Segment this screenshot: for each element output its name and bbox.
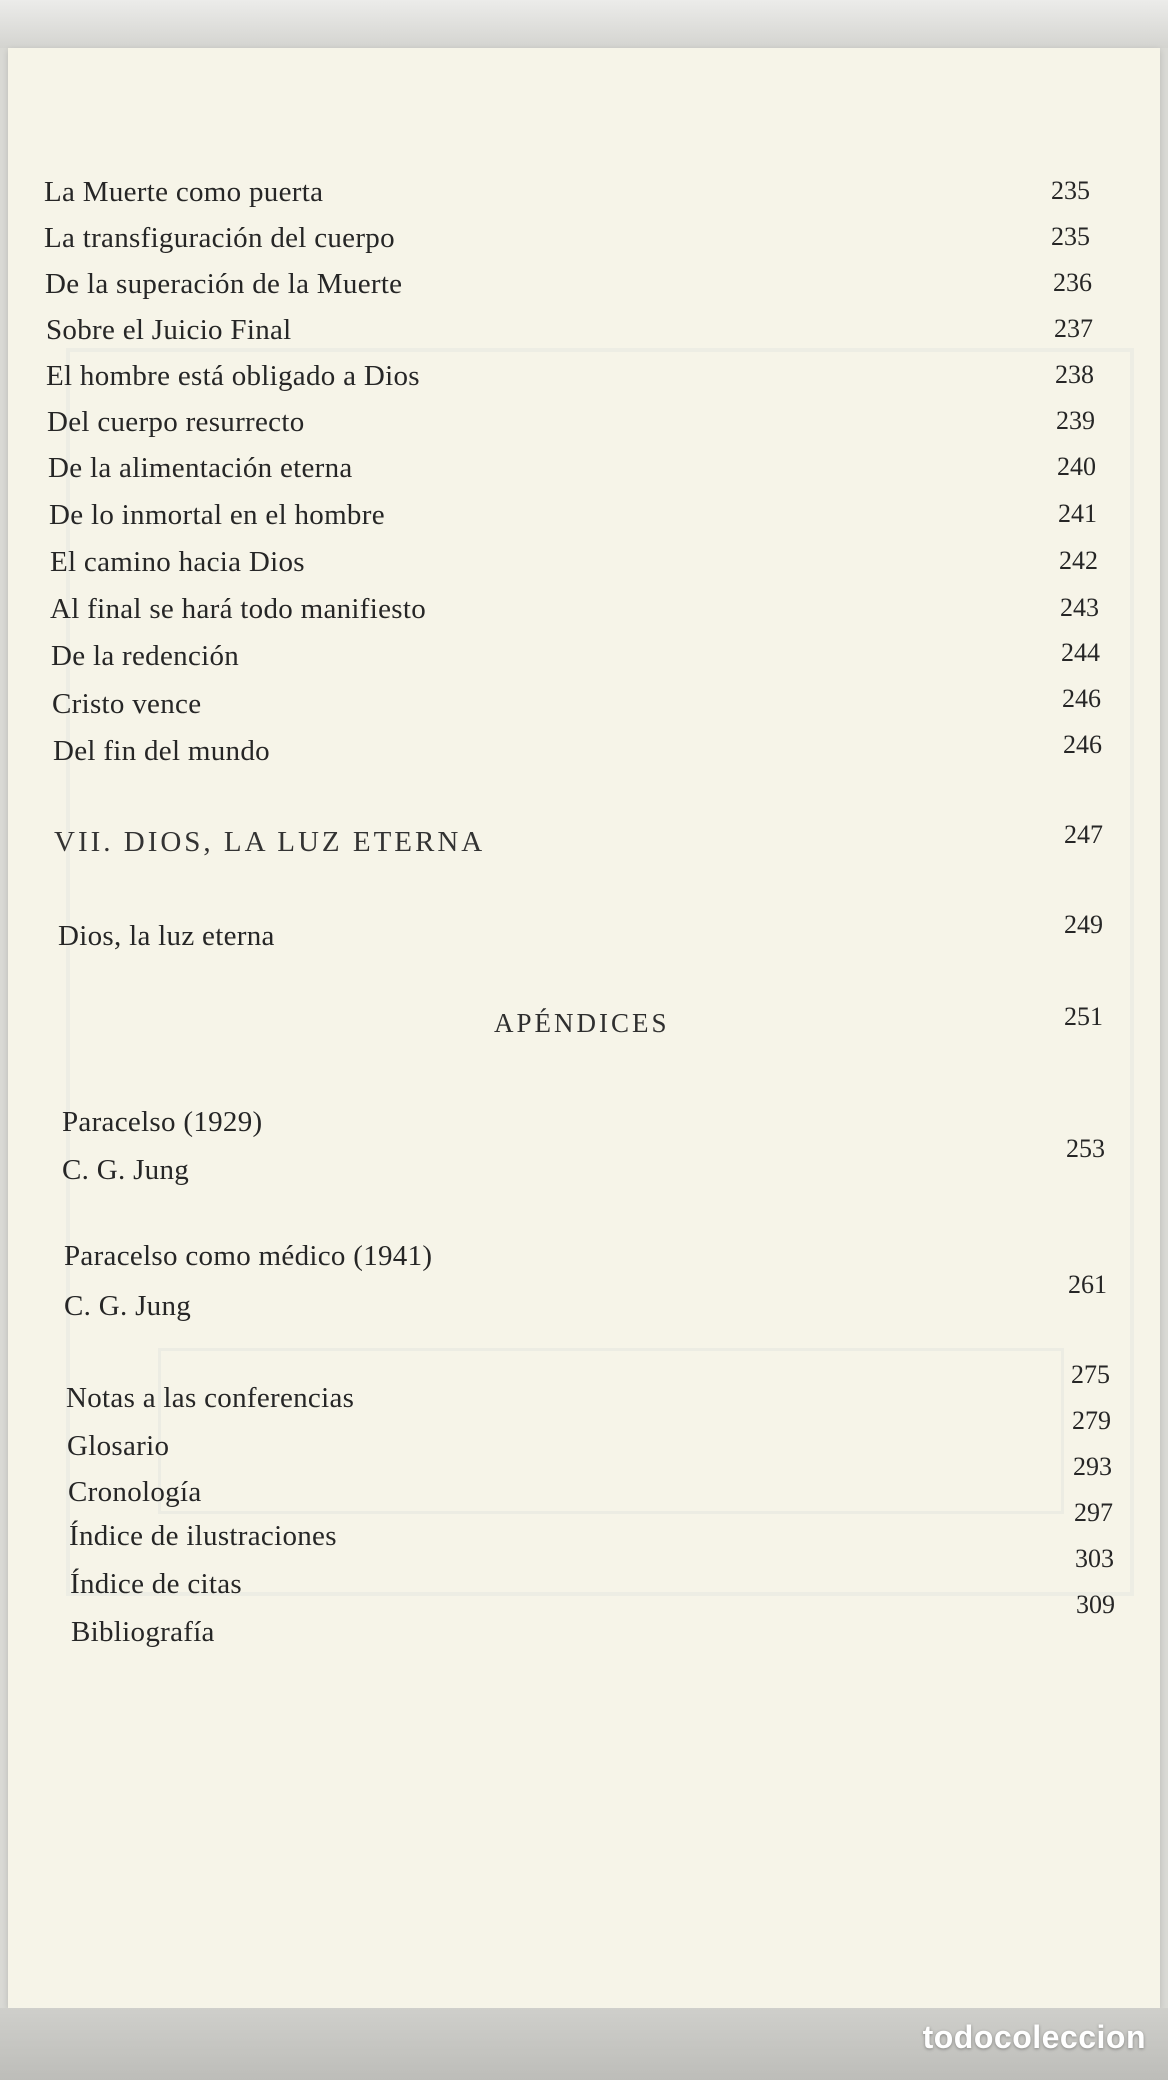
chapter-heading: VII. DIOS, LA LUZ ETERNA [54, 826, 486, 858]
toc-entry-title: La Muerte como puerta [44, 176, 324, 208]
toc-entry-title: De lo inmortal en el hombre [49, 499, 385, 531]
toc-entry-page: 237 [1054, 314, 1093, 343]
toc-entry-title: Del fin del mundo [53, 735, 270, 767]
appendices-heading: APÉNDICES [494, 1008, 670, 1038]
toc-entry-page: 241 [1058, 499, 1097, 528]
appendix-author: C. G. Jung [62, 1154, 190, 1186]
watermark-logo: todocoleccion [922, 2019, 1146, 2055]
toc-entry-title: Cristo vence [52, 688, 202, 720]
back-matter-title: Glosario [67, 1430, 170, 1462]
toc-entry-title: Del cuerpo resurrecto [47, 406, 305, 438]
toc-entry-page: 235 [1051, 222, 1090, 251]
toc-entry-page: 246 [1062, 684, 1101, 713]
toc-entry-page: 238 [1055, 360, 1094, 389]
toc-entry-title: Sobre el Juicio Final [46, 314, 292, 346]
back-matter-page: 293 [1073, 1452, 1112, 1481]
toc-entry-page: 235 [1051, 176, 1090, 205]
toc-entry-page: 239 [1056, 406, 1095, 435]
back-matter-page: 275 [1071, 1360, 1110, 1389]
toc-entry-title: El hombre está obligado a Dios [46, 360, 420, 392]
appendix-title: Paracelso (1929) [62, 1106, 263, 1138]
toc-entry-page: 246 [1063, 730, 1102, 759]
toc-entry-page: 242 [1059, 546, 1098, 575]
back-matter-page: 309 [1076, 1590, 1115, 1619]
back-matter-title: Notas a las conferencias [66, 1382, 355, 1414]
back-matter-title: Bibliografía [71, 1616, 215, 1648]
toc-entry-title: La transfiguración del cuerpo [44, 222, 395, 254]
toc-entry-title: De la alimentación eterna [48, 452, 353, 484]
toc-entry-title: Al final se hará todo manifiesto [50, 593, 427, 625]
appendix-title: Paracelso como médico (1941) [64, 1240, 433, 1272]
appendix-page: 253 [1066, 1134, 1105, 1163]
chapter-entry-page: 249 [1064, 910, 1103, 939]
back-matter-title: Índice de ilustraciones [69, 1520, 337, 1552]
back-matter-title: Cronología [68, 1476, 202, 1508]
appendix-author: C. G. Jung [64, 1290, 192, 1322]
toc-entry-title: El camino hacia Dios [50, 546, 305, 578]
back-matter-page: 279 [1072, 1406, 1111, 1435]
toc-entry-page: 243 [1060, 593, 1099, 622]
appendix-page: 261 [1068, 1270, 1107, 1299]
toc-entry-page: 244 [1061, 638, 1100, 667]
back-matter-title: Índice de citas [70, 1568, 242, 1600]
chapter-page: 247 [1064, 820, 1103, 849]
page-top-shadow [0, 0, 1168, 48]
appendices-page: 251 [1064, 1002, 1103, 1031]
toc-entry-title: De la superación de la Muerte [45, 268, 403, 300]
back-matter-page: 303 [1075, 1544, 1114, 1573]
toc-entry-title: De la redención [51, 640, 240, 672]
bleed-through-caption-box [158, 1348, 1064, 1514]
book-page [8, 48, 1160, 2008]
toc-entry-page: 240 [1057, 452, 1096, 481]
toc-entry-page: 236 [1053, 268, 1092, 297]
back-matter-page: 297 [1074, 1498, 1113, 1527]
chapter-entry-title: Dios, la luz eterna [58, 920, 275, 952]
